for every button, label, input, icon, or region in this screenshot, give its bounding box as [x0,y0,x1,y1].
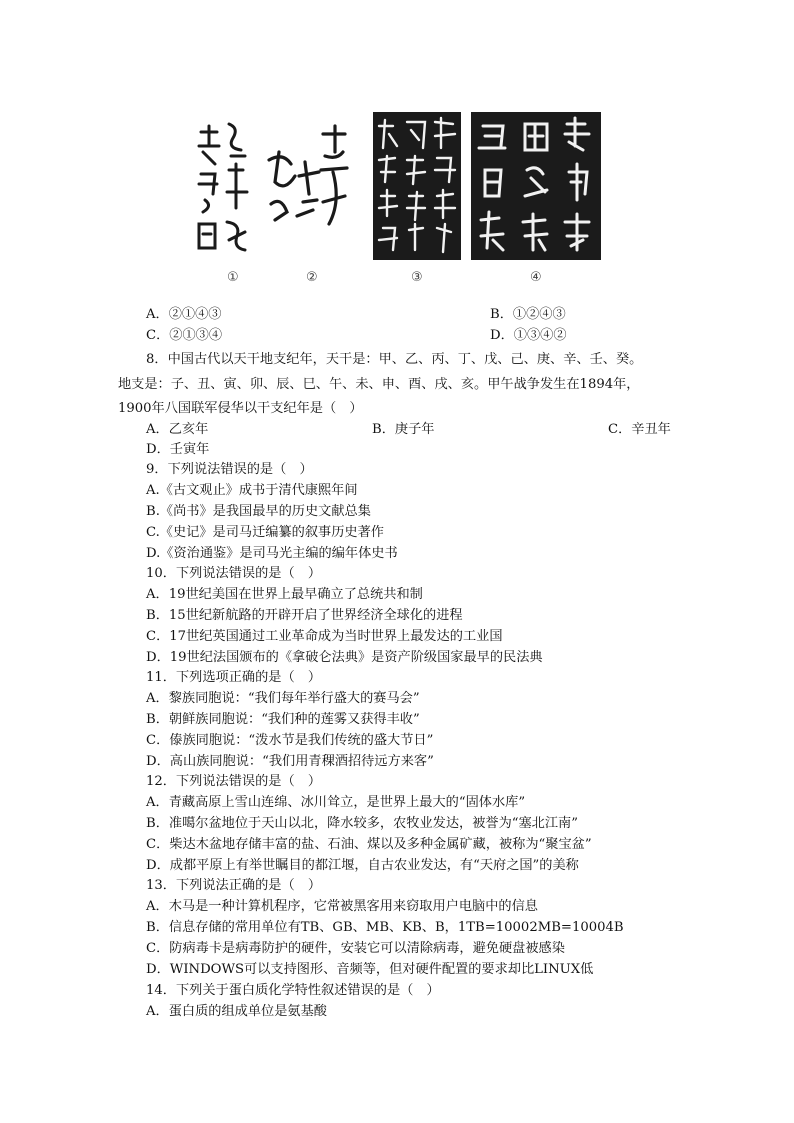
q11-option-b: B．朝鲜族同胞说：“我们种的莲雾又获得丰收” [146,712,420,727]
q7-option-c: C．②①③④ [146,328,223,343]
q11-option-a: A．黎族同胞说：“我们每年举行盛大的赛马会” [146,691,420,706]
q7-option-a: A．②①④③ [146,307,222,322]
q11-option-c: C．傣族同胞说：“泼水节是我们传统的盛大节日” [146,733,434,748]
q11-stem: 11．下列选项正确的是（ ） [146,670,322,685]
calligraphy-sample-1 [193,112,255,260]
q10-option-a: A．19世纪美国在世界上最早确立了总统共和制 [146,587,423,602]
q13-option-a: A．木马是一种计算机程序，它常被黑客用来窃取用户电脑中的信息 [146,899,538,914]
q10-option-b: B．15世纪新航路的开辟开启了世界经济全球化的进程 [146,608,463,623]
q8-stem-line-3: 1900年八国联军侵华以干支纪年是（ ） [118,401,363,416]
q12-option-a: A．青藏高原上雪山连绵、冰川耸立，是世界上最大的“固体水库” [146,795,526,810]
q12-option-b: B．准噶尔盆地位于天山以北，降水较多，农牧业发达，被誉为“塞北江南” [146,816,578,831]
calligraphy-sample-3 [373,112,461,260]
q7-option-d: D．①③④② [490,328,567,343]
figure-label-3: ③ [411,270,423,285]
figure-label-1: ① [227,270,239,285]
q13-option-c: C．防病毒卡是病毒防护的硬件，安装它可以清除病毒，避免硬盘被感染 [146,941,565,956]
q14-option-a: A．蛋白质的组成单位是氨基酸 [146,1004,327,1019]
q12-stem: 12．下列说法错误的是（ ） [146,774,322,789]
q8-option-b: B．庚子年 [372,422,435,437]
figure-label-4: ④ [530,270,542,285]
q9-stem: 9．下列说法错误的是（ ） [146,462,313,477]
q11-option-d: D．高山族同胞说：“我们用青稞酒招待远方来客” [146,754,434,769]
q9-option-b: B.《尚书》是我国最早的历史文献总集 [146,504,371,519]
q14-stem: 14．下列关于蛋白质化学特性叙述错误的是（ ） [146,983,440,998]
q8-stem-line-1: 8．中国古代以天干地支纪年，天干是：甲、乙、丙、丁、戊、己、庚、辛、壬、癸。 [146,352,643,367]
q9-option-a: A.《古文观止》成书于清代康熙年间 [146,483,358,498]
calligraphy-figure [193,110,601,290]
q10-option-d: D．19世纪法国颁布的《拿破仑法典》是资产阶级国家最早的民法典 [146,650,543,665]
q13-stem: 13．下列说法正确的是（ ） [146,878,322,893]
q13-option-d: D．WINDOWS可以支持图形、音频等，但对硬件配置的要求却比LINUX低 [146,962,594,977]
q13-option-b: B．信息存储的常用单位有TB、GB、MB、KB、B，1TB=10002MB=10004B [146,920,624,935]
q9-option-c: C.《史记》是司马迁编纂的叙事历史著作 [146,525,384,540]
calligraphy-sample-4 [471,112,601,260]
q7-option-b: B．①②④③ [490,307,566,322]
q10-option-c: C．17世纪英国通过工业革命成为当时世界上最发达的工业国 [146,629,503,644]
q10-stem: 10．下列说法错误的是（ ） [146,566,322,581]
q9-option-d: D.《资治通鉴》是司马光主编的编年体史书 [146,546,398,561]
q8-option-a: A．乙亥年 [146,422,209,437]
figure-label-2: ② [306,270,318,285]
q12-option-c: C．柴达木盆地存储丰富的盐、石油、煤以及多种金属矿藏，被称为“聚宝盆” [146,837,592,852]
q8-stem-line-2: 地支是：子、丑、寅、卯、辰、巳、午、未、申、酉、戌、亥。甲午战争发生在1894年， [118,377,640,392]
q12-option-d: D．成都平原上有举世瞩目的都江堰，自古农业发达，有“天府之国”的美称 [146,858,579,873]
q8-option-c: C．辛丑年 [608,422,671,437]
q8-option-d: D．壬寅年 [146,442,210,457]
calligraphy-sample-2 [261,112,353,260]
